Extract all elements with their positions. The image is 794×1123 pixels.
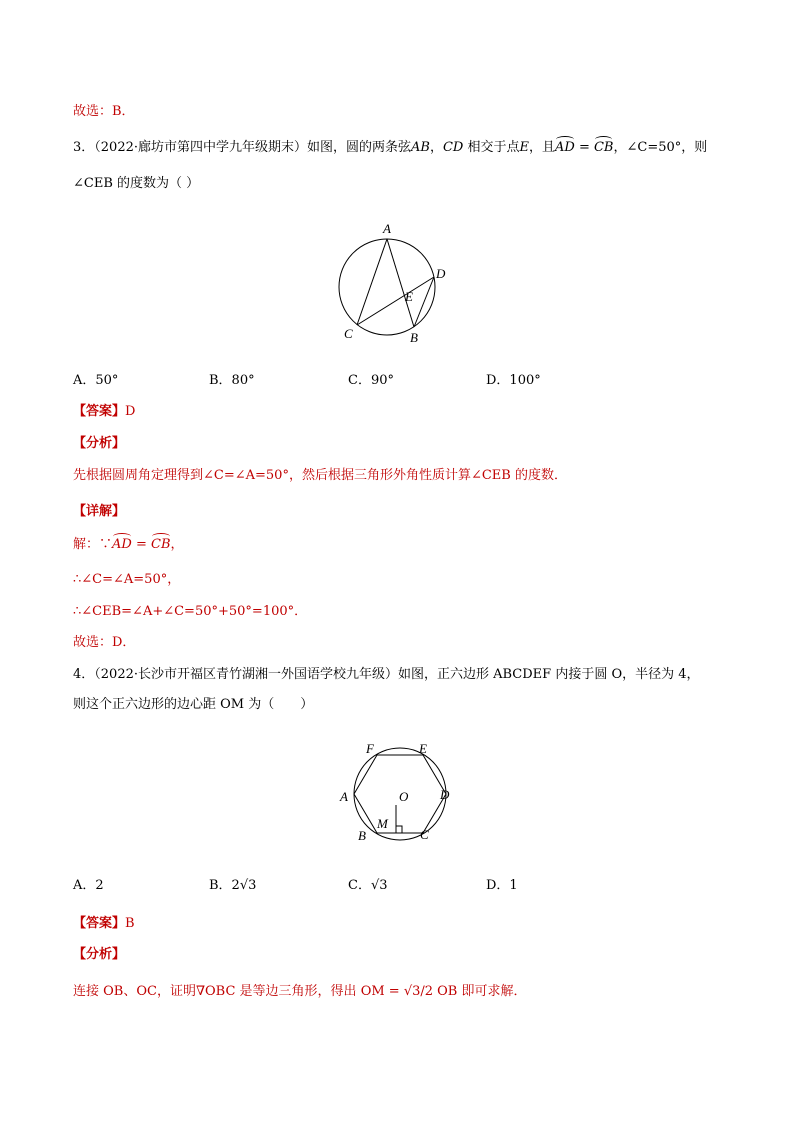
arc-cb: CB [593,140,614,155]
q3-label-e: E [405,289,413,304]
q3-option-c: C．90° [348,373,394,388]
q3-detail-line2: ∴∠C=∠A=50°， [73,572,181,587]
q4-label-e: E [419,741,427,756]
q4-answer: 【答案】B [73,916,135,931]
q3-label-a: A [383,221,391,236]
q3-stem-line1: 3．（2022·廊坊市第四中学九年级期末）如图，圆的两条弦AB，CD 相交于点E，且AD = CB，∠C=50°，则 [73,140,708,155]
q4-analysis-label: 【分析】 [73,947,126,962]
detail-arc-ad: AD [112,537,132,552]
chord-cd [357,277,434,325]
q3-option-d: D．100° [486,373,541,388]
q4-analysis-text: 连接 OB、OC，证明∇OBC 是等边三角形，得出 OM = √3/2 OB 即可求解． [73,984,527,999]
q4-option-c: C．√3 [348,878,388,893]
q3-final: 故选：D． [73,635,136,650]
q3-circle-figure [330,215,455,350]
q3-analysis-text: 先根据圆周角定理得到∠C=∠A=50°，然后根据三角形外角性质计算∠CEB 的度数． [73,468,567,483]
detail-arc-cb: CB [151,537,171,552]
q4-label-m: M [377,816,388,831]
q3-answer: 【答案】D [73,404,136,419]
previous-answer-line: 故选：B． [73,104,135,119]
q4-option-d: D．1 [486,878,518,893]
q4-label-d: D [440,787,450,802]
q3-option-a: A．50° [73,373,119,388]
q4-label-o: O [399,789,409,804]
q3-circle [339,239,435,335]
q3-stem-line2: ∠CEB 的度数为（ ） [73,176,200,191]
q4-stem-line2: 则这个正六边形的边心距 OM 为（ ） [73,697,314,712]
q4-option-a: A．2 [73,878,104,893]
q3-label-c: C [344,326,353,341]
q3-analysis-label: 【分析】 [73,436,126,451]
q4-label-b: B [358,828,366,843]
arc-ad: AD [555,140,575,155]
q4-stem-line1: 4．（2022·长沙市开福区青竹湖湘一外国语学校九年级）如图，正六边形 ABCDEF 内接于圆 O，半径为 4， [73,667,700,682]
q3-label-d: D [436,266,446,281]
chord-ca [357,239,387,325]
q4-label-a: A [340,789,348,804]
q3-option-b: B．80° [209,373,255,388]
q3-detail-line1: 解：∵AD = CB， [73,537,184,552]
q3-detail-label: 【详解】 [73,504,126,519]
q4-label-f: F [366,741,374,756]
q3-detail-line3: ∴∠CEB=∠A+∠C=50°+50°=100°． [73,604,308,619]
right-angle-mark [396,826,402,833]
q3-label-b: B [410,330,418,345]
q4-option-b: B．2√3 [209,878,257,893]
chord-ab [387,239,414,327]
q4-hexagon-figure [335,740,460,850]
q4-label-c: C [420,827,429,842]
chord-db [414,277,434,327]
